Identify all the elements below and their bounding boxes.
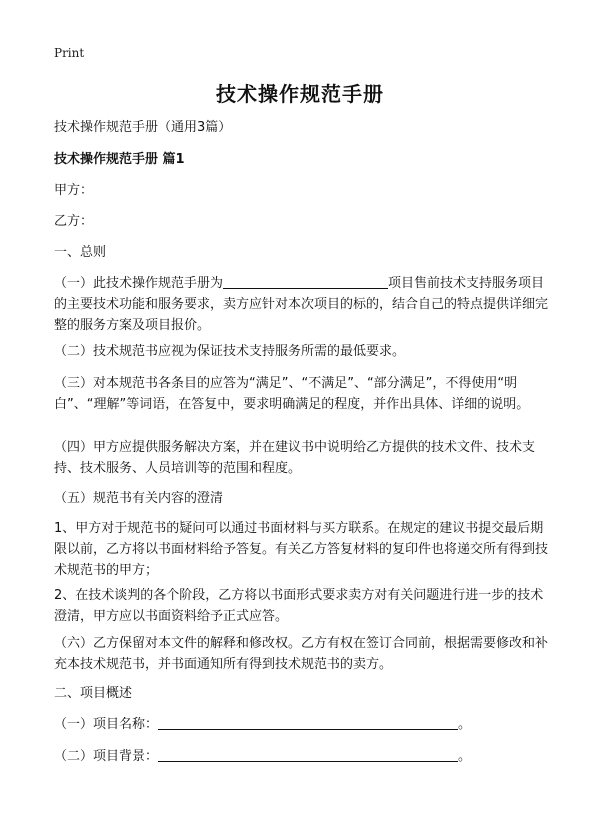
project-background-period: 。	[458, 749, 472, 764]
paragraph-1	[54, 273, 548, 336]
project-name-period: 。	[458, 717, 472, 732]
paragraph-2: （二）技术规范书应视为保证技术支持服务所需的最低要求。	[54, 344, 406, 359]
project-background-row	[54, 747, 554, 767]
project-name-label: （一）项目名称：	[54, 717, 159, 732]
paragraph-1-suffix: 项目售前技术支持服务项目的主要技术功能和服务要求，卖方应针对本次项目的标的，结合自己的特点提供详细完整的服务方案及项目报价。	[54, 276, 549, 333]
document-subtitle: 技术操作规范手册（通用3篇）	[54, 120, 232, 135]
project-background-label: （二）项目背景：	[54, 749, 159, 764]
section-overview-heading: 二、项目概述	[54, 686, 133, 701]
section-general-heading: 一、总则	[54, 245, 107, 260]
print-label: Print	[54, 46, 85, 60]
project-name-row	[54, 715, 554, 735]
article-heading: 技术操作规范手册 篇1	[54, 152, 185, 167]
paragraph-3: （三）对本规范书各条目的应答为“满足”、“不满足”、“部分满足”，不得使用“明白”、“理解”等词语，在答复中，要求明确满足的程度，并作出具体、详细的说明。	[54, 376, 530, 412]
project-name-line	[158, 715, 458, 730]
party-a-label: 甲方：	[54, 183, 94, 198]
paragraph-7: 2、在技术谈判的各个阶段，乙方将以书面形式要求卖方对有关问题进行进一步的技术澄清，甲方应以书面资料给予正式应答。	[54, 588, 544, 624]
project-name-blank	[223, 274, 388, 289]
paragraph-8: （六）乙方保留对本文件的解释和修改权。乙方有权在签订合同前，根据需要修改和补充本技术规范书，并书面通知所有得到技术规范书的卖方。	[54, 636, 549, 672]
paragraph-5: （五）规范书有关内容的澄清	[54, 491, 224, 506]
paragraph-6: 1、甲方对于规范书的疑问可以通过书面材料与买方联系。在规定的建议书提交最后期限以前，乙方将以书面材料给予答复。有关乙方答复材料的复印件也将递交所有得到技术规范书的甲方；	[54, 521, 549, 578]
party-b-label: 乙方：	[54, 214, 94, 229]
paragraph-4: （四）甲方应提供服务解决方案，并在建议书中说明给乙方提供的技术文件、技术支持、技术服务、人员培训等的范围和程度。	[54, 440, 536, 476]
document-title: 技术操作规范手册	[216, 82, 384, 106]
project-background-line	[158, 747, 458, 762]
paragraph-1-prefix: （一）此技术操作规范手册为	[54, 276, 224, 291]
